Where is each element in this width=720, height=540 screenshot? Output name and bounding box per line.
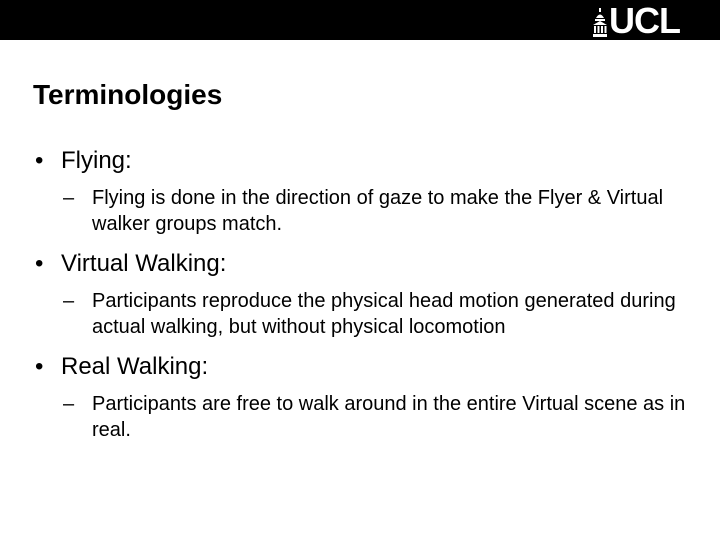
bullet-item-flying xyxy=(33,146,693,237)
sub-bullet-marker: – xyxy=(63,290,75,312)
logo-text: UCL xyxy=(609,0,680,41)
bullet-marker: • xyxy=(35,147,44,174)
sub-bullet-text: Flying is done in the direction of gaze to make the Flyer & Virtual walker groups match. xyxy=(92,187,664,235)
bullet-item-virtual-walking xyxy=(33,249,693,340)
bullet-marker: • xyxy=(35,353,44,380)
ucl-logo xyxy=(593,0,680,41)
header-bar xyxy=(0,0,720,40)
bullet-label: Real Walking: xyxy=(61,353,209,380)
bullet-list xyxy=(33,146,693,443)
bullet-marker: • xyxy=(35,250,44,277)
sub-bullet-marker: – xyxy=(63,393,75,415)
bullet-item-real-walking xyxy=(33,352,693,443)
bullet-label: Virtual Walking: xyxy=(61,250,227,277)
ucl-portico-icon xyxy=(593,8,607,38)
sub-bullet-marker: – xyxy=(63,187,75,209)
sub-bullet-text: Participants reproduce the physical head motion generated during actual walking, but without physical locomotion xyxy=(92,290,676,338)
slide-title: Terminologies xyxy=(33,79,223,110)
sub-bullet-text: Participants are free to walk around in the entire Virtual scene as in real. xyxy=(92,393,686,441)
bullet-label: Flying: xyxy=(61,147,132,174)
